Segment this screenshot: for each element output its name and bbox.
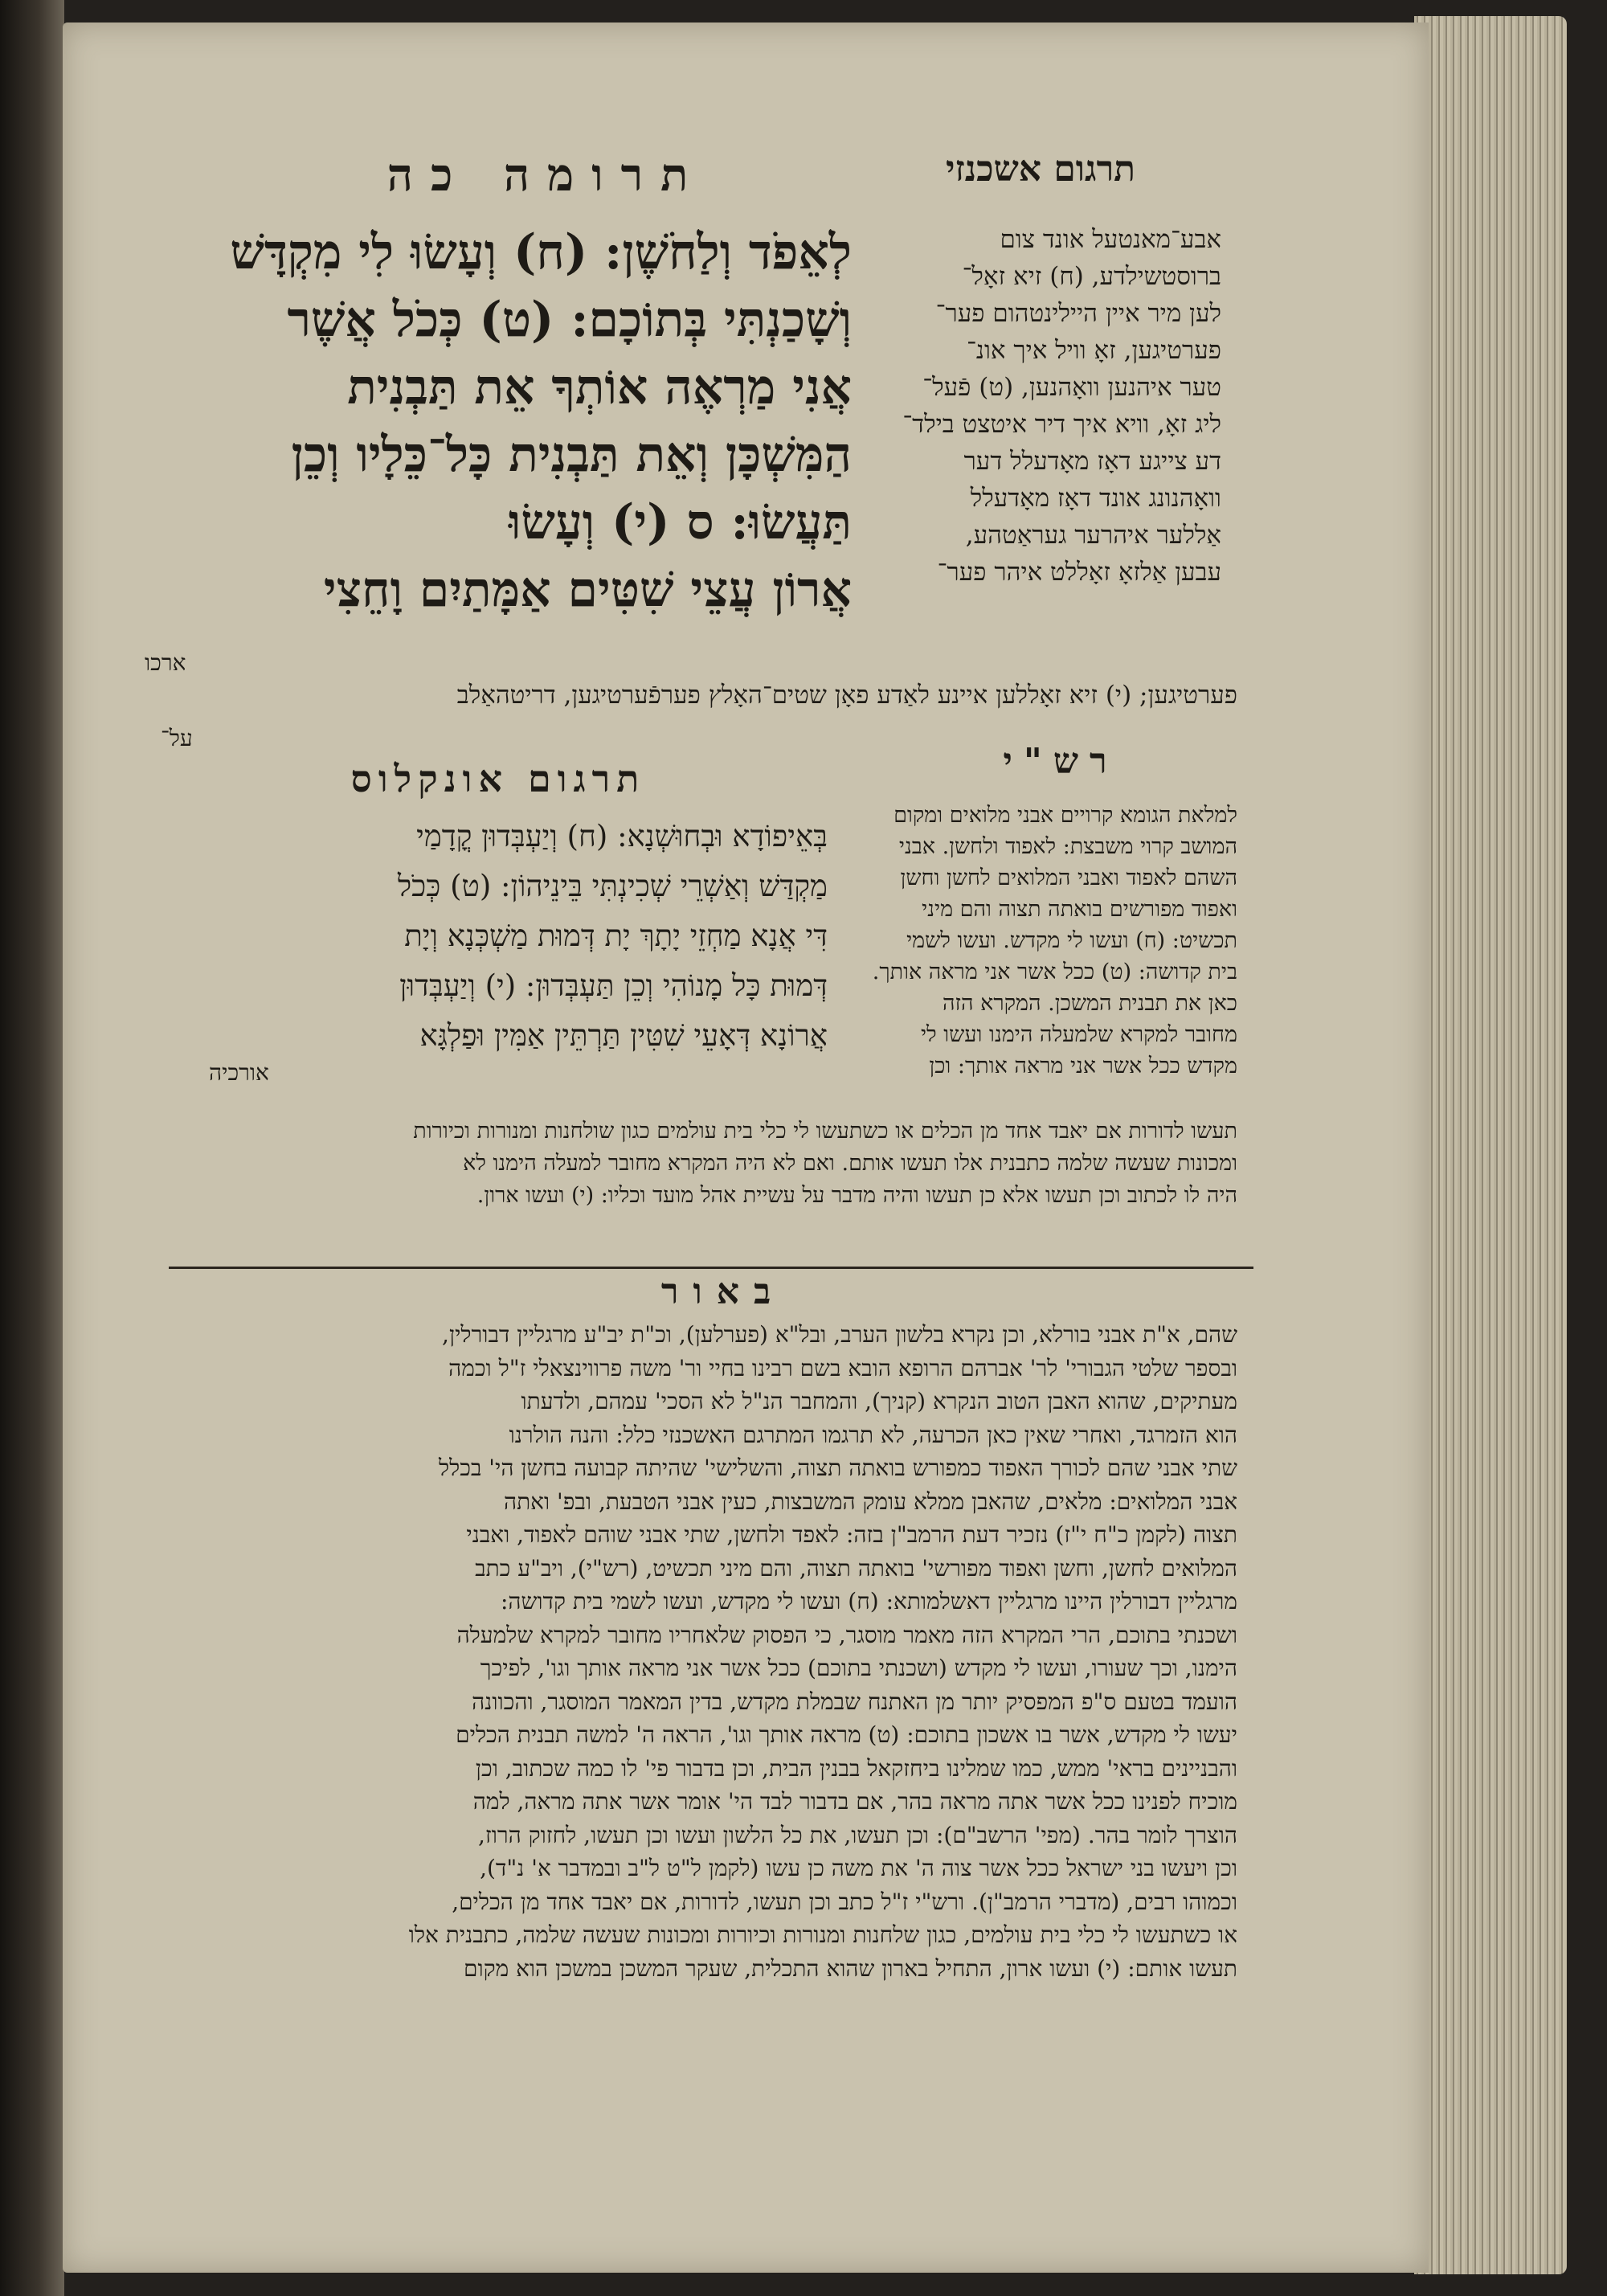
german-line: וואָהנונג אונד דאָז מאָדעלל xyxy=(970,484,1221,513)
german-continuation: פערטיגען; (י) זיא זאָללען איינע לאַדע פאָן שטים־האָלץ פערפֿערטיגען, דריטהאַלב xyxy=(456,681,1237,710)
biur-line: וכמוהו רבים, (מדברי הרמב"ן). ורש"י ז"ל כתב וכן תעשו, לדורות, אם יאבד אחד מן הכלים, xyxy=(452,1888,1237,1915)
german-line: ברוסטשילדע, (ח) זיא זאָל־ xyxy=(962,262,1221,291)
biur-line: שתי אבני שהם לכורך האפוד כמפורש בואתה תצוה, והשלישי' שהיתה קבועה בחשן הי' בכלל xyxy=(439,1455,1237,1481)
biur-title: באור xyxy=(660,1271,786,1312)
torah-line: הַמִּשְׁכָּן וְאֵת תַּבְנִית כָּל־כֵּלָיו וְכֵן xyxy=(291,427,852,483)
german-line: טער איהנען וואָהנען, (ט) פֿעל־ xyxy=(922,373,1221,402)
onkelos-line: דִּי אֲנָא מַחְזֵי יָתָךְ יָת דְּמוּת מַשְׁכְּנָא וְיָת xyxy=(404,919,828,953)
section-divider xyxy=(169,1267,1253,1269)
biur-line: המלואים לחשן, וחשן ואפוד מפורשי' בואתה תצוה, והם מיני תכשיט, (רש"י), ויב"ע כתב xyxy=(475,1554,1237,1582)
torah-line: תַּעֲשׂוּ: ס (י) וְעָשׂוּ xyxy=(509,494,852,550)
onkelos-title: תרגום אונקלוס xyxy=(350,757,646,800)
biur-line: והבניינים בראי' ממש, כמו שמלינו ביחזקאל בבנין הבית, וכן בדבור פי' לו כמה שכתוב, וכן xyxy=(475,1754,1237,1782)
torah-line: אֲרוֹן עֲצֵי שִׁטִּים אַמָּתַיִם וָחֵצִי xyxy=(323,562,852,618)
biur-line: ושכנתי בתוכם, הרי המקרא הזה מאמר מוסגר, כי הפסוק שלאחריו מחובר למקרא שלמעלה xyxy=(456,1621,1237,1648)
rashi-full-line: ומכונות שעשה שלמה כתבנית אלו תעשו אותם. ואם לא היה המקרא מחובר למעלה הימנו לא xyxy=(463,1151,1237,1176)
german-catchword-right: על־ xyxy=(161,725,193,751)
biur-line: הימנו, וכך שעורו, ועשו לי מקדש (ושכנתי בתוכם) ככל אשר אני מראה אותך וגו', לפיכך xyxy=(480,1655,1237,1681)
rashi-line: כאן את תבנית המשכן. המקרא הזה xyxy=(942,991,1237,1016)
rashi-line: מקדש ככל אשר אני מראה אותך: וכן xyxy=(929,1054,1237,1078)
german-line: ליג זאָ, וויא איך דיר איטצט בילד־ xyxy=(902,410,1221,439)
onkelos-catchword: אורכיה xyxy=(209,1059,269,1086)
german-catchword-left: ארכו xyxy=(145,649,186,676)
rashi-line: בית קדושה: (ט) ככל אשר אני מראה אותך. xyxy=(872,960,1237,984)
onkelos-column xyxy=(145,812,828,1061)
torah-line: וְשָׁכַנְתִּי בְּתוֹכָם: (ט) כְּכֹל אֲשֶׁר xyxy=(287,292,852,348)
header-right-title: תרומה כה xyxy=(386,149,706,202)
german-translation xyxy=(872,221,1221,591)
biur-line: שהם, א"ת אבני בורלא, וכן נקרא בלשון הערב, ובל"א (פערלען), וכ"ת יב"ע מרגליין דבורלין, xyxy=(442,1321,1237,1348)
onkelos-line: אֲרוֹנָא דְּאָעֵי שִׁטִּין תַּרְתֵּין אַמִּין וּפַלְגָּא xyxy=(419,1018,828,1053)
onkelos-line: מַקְדַּשׁ וְאַשְׁרֵי שְׁכִינְתִּי בֵּינֵיהוֹן: (ט) כְּכֹל xyxy=(397,869,828,903)
rashi-line: מחובר למקרא שלמעלה הימנו ועשו לי xyxy=(920,1022,1237,1047)
torah-line: לְאֵפֹד וְלַחֹשֶׁן: (ח) וְעָשׂוּ לִי מִקְדָּשׁ xyxy=(230,224,852,280)
book-spine xyxy=(0,0,64,2296)
header-left-title: תרגום אשכנזי xyxy=(945,149,1136,190)
biur-line: תעשו אותם: (י) ועשו ארון, התחיל בארון שהוא התכלית, שעקר המשכן במשכן הוא מקום xyxy=(463,1954,1237,1982)
biur-line: ובספר שלטי הגבורי' לר' אברהם הרופא הובא בשם רבינו בחיי ור' משה פרווינצאלי ז"ל וכמה xyxy=(448,1354,1237,1381)
rashi-full-line: היה לו לכתוב וכן תעשו אלא כן תעשו והיה מדבר על עשיית אהל מועד וכליו: (י) ועשו ארון. xyxy=(476,1183,1237,1208)
biur-line: או כשתעשו לי כלי בית עולמים, כגון שלחנות ומנורות וכיורות ומכונות שעשה שלמה, כתבנית אלו xyxy=(408,1922,1237,1948)
rashi-continuation xyxy=(157,1115,1237,1212)
rashi-line: השהם לאפוד ואבני המלואים לחשן וחשן xyxy=(900,866,1237,890)
biur-column xyxy=(149,1318,1237,1985)
rashi-line: תכשיט: (ח) ועשו לי מקדש. ועשו לשמי xyxy=(906,928,1237,953)
rashi-full-line: תעשו לדורות אם יאבד אחד מן הכלים או כשתעשו לי כלי בית עולמים כגון שולחנות ומנורות וכיורות xyxy=(413,1119,1237,1144)
biur-line: מעתיקים, שהוא האבן הטוב הנקרא (קניך), והמחבר הנ"ל לא הסכי' עמהם, ולדעתו xyxy=(521,1388,1237,1414)
rashi-column xyxy=(836,800,1237,1082)
rashi-line: המושב קרוי משבצת: לאפוד ולחשן. אבני xyxy=(898,834,1237,859)
german-line: אבע־מאנטעל אונד צום xyxy=(1000,225,1221,254)
rashi-line: למלאת הגומא קרויים אבני מלואים ומקום xyxy=(893,803,1237,828)
german-line: אַללער איהרער געראַטהע, xyxy=(965,521,1221,550)
biur-line: תצוה (לקמן כ"ח י"ז) נזכיר דעת הרמב"ן בזה: לאפד ולחשן, שתי אבני שוהם לאפוד, ואבני xyxy=(466,1521,1237,1548)
rashi-line: ואפוד מפורשים בואתה תצוה והם מיני xyxy=(922,897,1237,922)
german-line: לען מיר איין היילינטהום פער־ xyxy=(935,299,1221,328)
biur-line: הועמד בטעם ס"פ המפסיק יותר מן האתנח שבמלת מקדש, בדין המאמר המוסגר, והכוונה xyxy=(472,1688,1237,1715)
biur-line: הוצרך לומר בהר. (מפי' הרשב"ם): וכן תעשו, את כל הלשון ועשו וכן תעשו, לחזוק הרוז, xyxy=(478,1821,1237,1848)
rashi-title: רש"י xyxy=(1003,741,1118,782)
page-edges xyxy=(1414,16,1567,2274)
biur-line: מוכיח לפנינו ככל אשר אתה מראה בהר, אם בדבור לבד הי' אומר אשר אתה מראה, למה xyxy=(472,1788,1237,1815)
onkelos-line: בְּאֵיפוֹדָא וּבְחוּשְׁנָא: (ח) וְיַעְבְּדוּן קֳדָמַי xyxy=(416,819,828,853)
biur-line: אבני המלואים: מלאים, שהאבן ממלא עומק המשבצות, כעין אבני הטבעת, ובפ' ואתה xyxy=(503,1488,1237,1515)
german-line: עבען אַלזאָ זאָללט איהר פער־ xyxy=(937,558,1221,587)
torah-text xyxy=(145,219,852,624)
biur-line: הוא הזמרגד, ואחרי שאין כאן הכרעה, לא תרגמו המתרגם האשכנזי כלל: והנה הולרנו xyxy=(509,1421,1237,1448)
torah-line: אֲנִי מַרְאֶה אוֹתְךָ אֵת תַּבְנִית xyxy=(347,359,852,415)
german-line: דע צייגע דאָז מאָדעלל דער xyxy=(963,447,1221,476)
biur-line: יעשו לי מקדש, אשר בו אשכון בתוכם: (ט) מראה אותך וגו', הראה ה' למשה תבנית הכלים xyxy=(456,1721,1237,1748)
biur-line: וכן ויעשו בני ישראל ככל אשר צוה ה' את משה כן עשו (לקמן ל"ט ל"ב ובמדבר א' נ"ד), xyxy=(480,1855,1237,1881)
onkelos-line: דְּמוּת כָּל מָנוֹהִי וְכֵן תַּעְבְּדוּן: (י) וְיַעְבְּדוּן xyxy=(399,968,828,1003)
german-line: פערטיגען, זאָ וויל איך אונ־ xyxy=(967,336,1221,365)
biur-line: מרגליין דבורלין היינו מרגליין דאשלמותא: (ח) ועשו לי מקדש, ועשו לשמי בית קדושה: xyxy=(501,1588,1237,1615)
